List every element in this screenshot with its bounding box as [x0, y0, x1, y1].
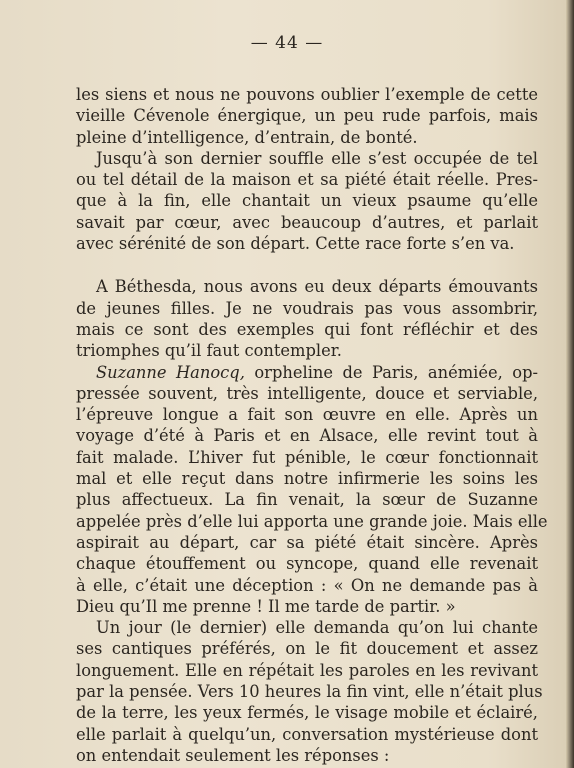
text-line: avec sérénité de son départ. Cette race forte s’en va. — [76, 234, 515, 254]
text-line: triomphes qu’il faut contempler. — [76, 341, 342, 361]
text-line: Dieu qu’Il me prenne ! Il me tarde de partir. » — [76, 596, 456, 616]
text-line: les siens et nous ne pouvons oublier l’exemple de cette — [76, 85, 538, 104]
text-line — [76, 362, 538, 383]
paragraph — [76, 362, 548, 618]
text-line: plus affectueux. La fin venait, la sœur de Suzanne — [76, 490, 538, 510]
person-name: Suzanne Hanocq, — [96, 362, 245, 382]
paragraph — [76, 617, 543, 766]
text-line: voyage d’été à Paris et en Alsace, elle revint tout à — [76, 426, 538, 446]
page-edge-shadow — [566, 0, 574, 768]
text-line: on entendait seulement les réponses : — [76, 745, 390, 765]
text-line: Jusqu’à son dernier souffle elle s’est occupée de tel — [96, 148, 538, 168]
text-line: par la pensée. Vers 10 heures la fin vint, elle n’était plus — [76, 682, 543, 702]
text-line: pressée souvent, très intelligente, douce et serviable, — [76, 383, 538, 403]
text-fragment: orpheline de Paris, anémiée, op- — [244, 362, 538, 382]
page-number: — 44 — — [250, 33, 324, 53]
text-line: à elle, c’était une déception : « On ne demande pas à — [76, 575, 538, 595]
text-line: que à la fin, elle chantait un vieux psaume qu’elle — [76, 191, 538, 211]
text-line: Un jour (le dernier) elle demanda qu’on lui chante — [96, 618, 538, 638]
text-line: ou tel détail de la maison et sa piété était réelle. Pres- — [76, 170, 538, 190]
text-line: pleine d’intelligence, d’entrain, de bonté. — [76, 127, 418, 147]
text-line: ses cantiques préférés, on le fit doucement et assez — [76, 639, 538, 659]
text-line: mal et elle reçut dans notre infirmerie les soins les — [76, 469, 538, 489]
paragraph — [76, 84, 538, 148]
text-line: longuement. Elle en répétait les paroles en les revivant — [76, 660, 538, 680]
paragraph-gap — [76, 254, 538, 276]
text-line: l’épreuve longue a fait son œuvre en elle. Après un — [76, 405, 538, 425]
text-line: mais ce sont des exemples qui font réfléchir et des — [76, 319, 538, 339]
text-line: fait malade. L’hiver fut pénible, le cœur fonctionnait — [76, 447, 538, 467]
paragraph — [76, 148, 538, 254]
text-line: savait par cœur, avec beaucoup d’autres, et parlait — [76, 212, 538, 232]
text-line: de la terre, les yeux fermés, le visage mobile et éclairé, — [76, 703, 538, 723]
text-line: elle parlait à quelqu’un, conversation mystérieuse dont — [76, 724, 538, 744]
text-line: chaque étouffement ou syncope, quand elle revenait — [76, 554, 538, 574]
text-line: vieille Cévenole énergique, un peu rude parfois, mais — [76, 106, 538, 126]
text-line: aspirait au départ, car sa piété était sincère. Après — [76, 532, 538, 552]
text-line: de jeunes filles. Je ne voudrais pas vous assombrir, — [76, 298, 538, 318]
text-line: A Béthesda, nous avons eu deux départs émouvants — [96, 277, 538, 297]
text-line: appelée près d’elle lui apporta une grande joie. Mais elle — [76, 511, 548, 531]
body-text — [76, 84, 548, 766]
paragraph — [76, 276, 538, 361]
